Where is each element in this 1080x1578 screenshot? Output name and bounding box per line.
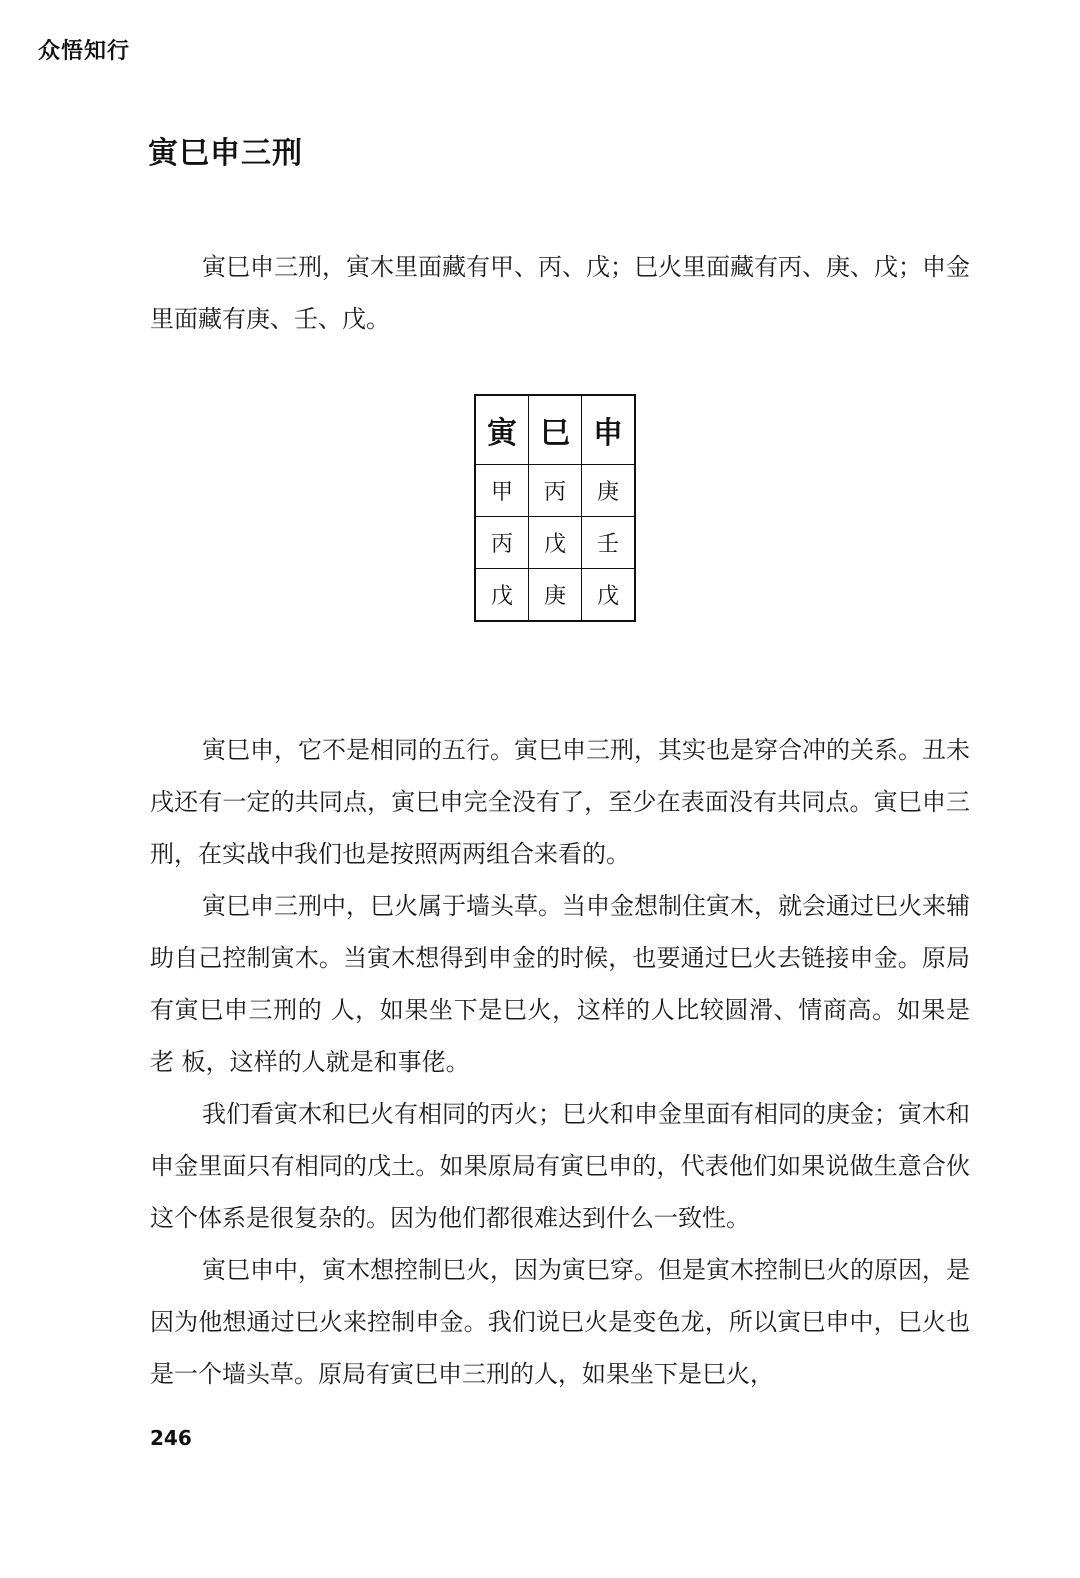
- running-header: 众悟知行: [38, 39, 131, 64]
- body-paragraph: 寅巳申三刑中，巳火属于墙头草。当申金想制住寅木，就会通过巳火来辅助自己控制寅木。当寅木想得到申金的时候，也要通过巳火去链接申金。原局有寅巳申三刑的 人，如果坐下是巳火，这样的人比较圆滑、情商高。如果是老 板，这样的人就是和事佬。: [150, 892, 970, 1076]
- hidden-stems-table: [474, 394, 636, 622]
- table-cell: 壬: [582, 517, 636, 569]
- intro-paragraph: 寅巳申三刑，寅木里面藏有甲、丙、戊；巳火里面藏有丙、庚、戊；申金里面藏有庚、壬、戊。: [150, 253, 970, 333]
- table-cell: 戊: [475, 569, 529, 622]
- table-cell: 甲: [475, 465, 529, 517]
- table-row: [475, 517, 635, 569]
- table-cell: 戊: [529, 517, 582, 569]
- page-number: 246: [150, 1426, 192, 1450]
- table-header-row: [475, 395, 635, 465]
- table-cell: 丙: [529, 465, 582, 517]
- table-cell: 戊: [582, 569, 636, 622]
- table-row: [475, 465, 635, 517]
- table-cell: 庚: [529, 569, 582, 622]
- section-title: 寅巳申三刑: [148, 136, 303, 171]
- body-paragraph: 我们看寅木和巳火有相同的丙火；巳火和申金里面有相同的庚金；寅木和申金里面只有相同的戊土。如果原局有寅巳申的，代表他们如果说做生意合伙这个体系是很复杂的。因为他们都很难达到什么一致性。: [150, 1100, 970, 1232]
- table-cell: 庚: [582, 465, 636, 517]
- table-row: [475, 569, 635, 622]
- table-cell: 丙: [475, 517, 529, 569]
- body-paragraph: 寅巳申，它不是相同的五行。寅巳申三刑，其实也是穿合冲的关系。丑未戌还有一定的共同点，寅巳申完全没有了，至少在表面没有共同点。寅巳申三刑，在实战中我们也是按照两两组合来看的。: [150, 736, 970, 868]
- column-header-si: 巳: [529, 395, 582, 465]
- body-paragraph: 寅巳申中，寅木想控制巳火，因为寅巳穿。但是寅木控制巳火的原因，是因为他想通过巳火来控制申金。我们说巳火是变色龙，所以寅巳申中，巳火也是一个墙头草。原局有寅巳申三刑的人，如果坐下是巳火，: [150, 1256, 970, 1388]
- column-header-shen: 申: [582, 395, 636, 465]
- column-header-yin: 寅: [475, 395, 529, 465]
- body-text: [0, 724, 1080, 1400]
